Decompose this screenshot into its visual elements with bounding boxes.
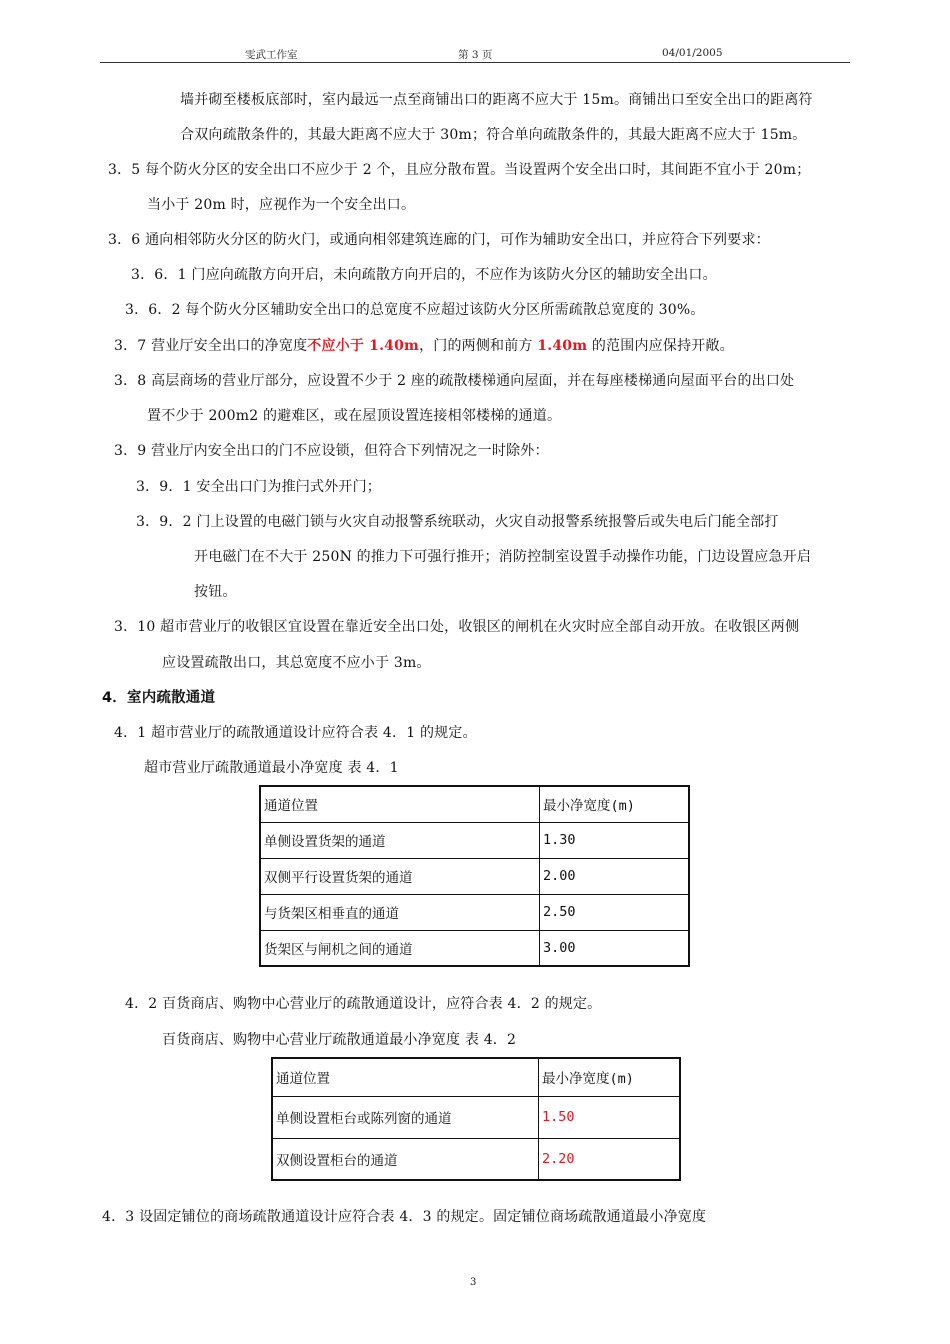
table-cell-highlight: 1.50 (539, 1096, 681, 1138)
table-row (260, 930, 689, 966)
table-cell-highlight: 2.20 (539, 1138, 681, 1180)
clause-3-7-text: 的范围内应保持开敞。 (587, 338, 734, 354)
table-row (260, 894, 689, 930)
table-cell: 2.00 (540, 858, 690, 894)
table-cell: 双侧设置柜台的通道 (272, 1138, 539, 1180)
header-rule (100, 62, 850, 63)
section-heading: 4．室内疏散通道 (102, 690, 216, 706)
page-number: 3 (470, 1277, 477, 1288)
header-date: 04/01/2005 (662, 47, 723, 59)
table-cell: 2.50 (540, 894, 690, 930)
clause-3-10: 3．10 超市营业厅的收银区宜设置在靠近安全出口处，收银区的闸机在火灾时应全部自动开放。在收银区两侧 (114, 619, 800, 635)
paragraph-line: 开电磁门在不大于 250N 的推力下可强行推开；消防控制室设置手动操作功能，门边设置应急开启 (194, 549, 812, 565)
header-page: 第 3 页 (458, 49, 493, 61)
paragraph-line: 墙并砌至楼板底部时，室内最远一点至商铺出口的距离不应大于 15m。商铺出口至安全出口的距离符 (180, 92, 813, 108)
clause-3-9-2: 3．9．2 门上设置的电磁门锁与火灾自动报警系统联动，火灾自动报警系统报警后或失电后门能全部打 (136, 514, 779, 530)
clause-3-7-highlight: 1.40m (537, 338, 588, 354)
table-header-cell: 通道位置 (260, 786, 540, 822)
clause-3-6: 3．6 通向相邻防火分区的防火门，或通向相邻建筑连廊的门，可作为辅助安全出口，并应符合下列要求： (108, 232, 770, 248)
table-cell: 1.30 (540, 822, 690, 858)
header-left: 雯武工作室 (245, 49, 298, 61)
table-cell: 与货架区相垂直的通道 (260, 894, 540, 930)
table-header-cell: 最小净宽度(m) (540, 786, 690, 822)
clause-3-9-1: 3．9．1 安全出口门为推闩式外开门； (136, 479, 381, 495)
clause-4-1: 4．1 超市营业厅的疏散通道设计应符合表 4．1 的规定。 (114, 725, 477, 741)
paragraph-line: 按钮。 (194, 584, 237, 600)
table-caption: 超市营业厅疏散通道最小净宽度 表 4．1 (144, 760, 399, 776)
table-header-row (260, 786, 689, 822)
table-row (260, 822, 689, 858)
table-header-cell: 通道位置 (272, 1058, 539, 1096)
table-4-1 (259, 785, 690, 967)
table-row (272, 1138, 680, 1180)
clause-3-7 (114, 337, 734, 355)
table-cell: 单侧设置柜台或陈列窗的通道 (272, 1096, 539, 1138)
clause-3-9: 3．9 营业厅内安全出口的门不应设锁，但符合下列情况之一时除外： (114, 443, 549, 459)
clause-3-6-2: 3．6．2 每个防火分区辅助安全出口的总宽度不应超过该防火分区所需疏散总宽度的 30%。 (125, 302, 705, 318)
table-cell: 3.00 (540, 930, 690, 966)
table-row (260, 858, 689, 894)
clause-3-6-1: 3．6．1 门应向疏散方向开启，未向疏散方向开启的，不应作为该防火分区的辅助安全出口。 (131, 267, 717, 283)
paragraph-line: 合双向疏散条件的，其最大距离不应大于 30m；符合单向疏散条件的，其最大距离不应大于 15m。 (180, 127, 807, 143)
paragraph-line: 应设置疏散出口，其总宽度不应小于 3m。 (162, 655, 431, 671)
paragraph-line: 当小于 20m 时，应视作为一个安全出口。 (147, 197, 416, 213)
table-header-cell: 最小净宽度(m) (539, 1058, 681, 1096)
clause-3-7-highlight: 不应小于 1.40m (307, 338, 420, 354)
table-cell: 货架区与闸机之间的通道 (260, 930, 540, 966)
table-cell: 双侧平行设置货架的通道 (260, 858, 540, 894)
clause-4-3: 4．3 设固定铺位的商场疏散通道设计应符合表 4．3 的规定。固定铺位商场疏散通道最小净宽度 (102, 1209, 707, 1225)
table-caption: 百货商店、购物中心营业厅疏散通道最小净宽度 表 4．2 (162, 1032, 517, 1048)
table-row (272, 1096, 680, 1138)
clause-3-8: 3．8 高层商场的营业厅部分，应设置不少于 2 座的疏散楼梯通向屋面，并在每座楼梯通向屋面平台的出口处 (114, 373, 795, 389)
paragraph-line: 置不少于 200m2 的避难区，或在屋顶设置连接相邻楼梯的通道。 (147, 408, 562, 424)
clause-3-5: 3．5 每个防火分区的安全出口不应少于 2 个，且应分散布置。当设置两个安全出口时，其间距不宜小于 20m； (108, 162, 811, 178)
table-cell: 单侧设置货架的通道 (260, 822, 540, 858)
clause-3-7-text: ，门的两侧和前方 (419, 338, 538, 354)
clause-4-2: 4．2 百货商店、购物中心营业厅的疏散通道设计，应符合表 4．2 的规定。 (125, 996, 602, 1012)
clause-3-7-text: 3．7 营业厅安全出口的净宽度 (114, 338, 308, 354)
table-4-2 (271, 1057, 681, 1181)
table-header-row (272, 1058, 680, 1096)
